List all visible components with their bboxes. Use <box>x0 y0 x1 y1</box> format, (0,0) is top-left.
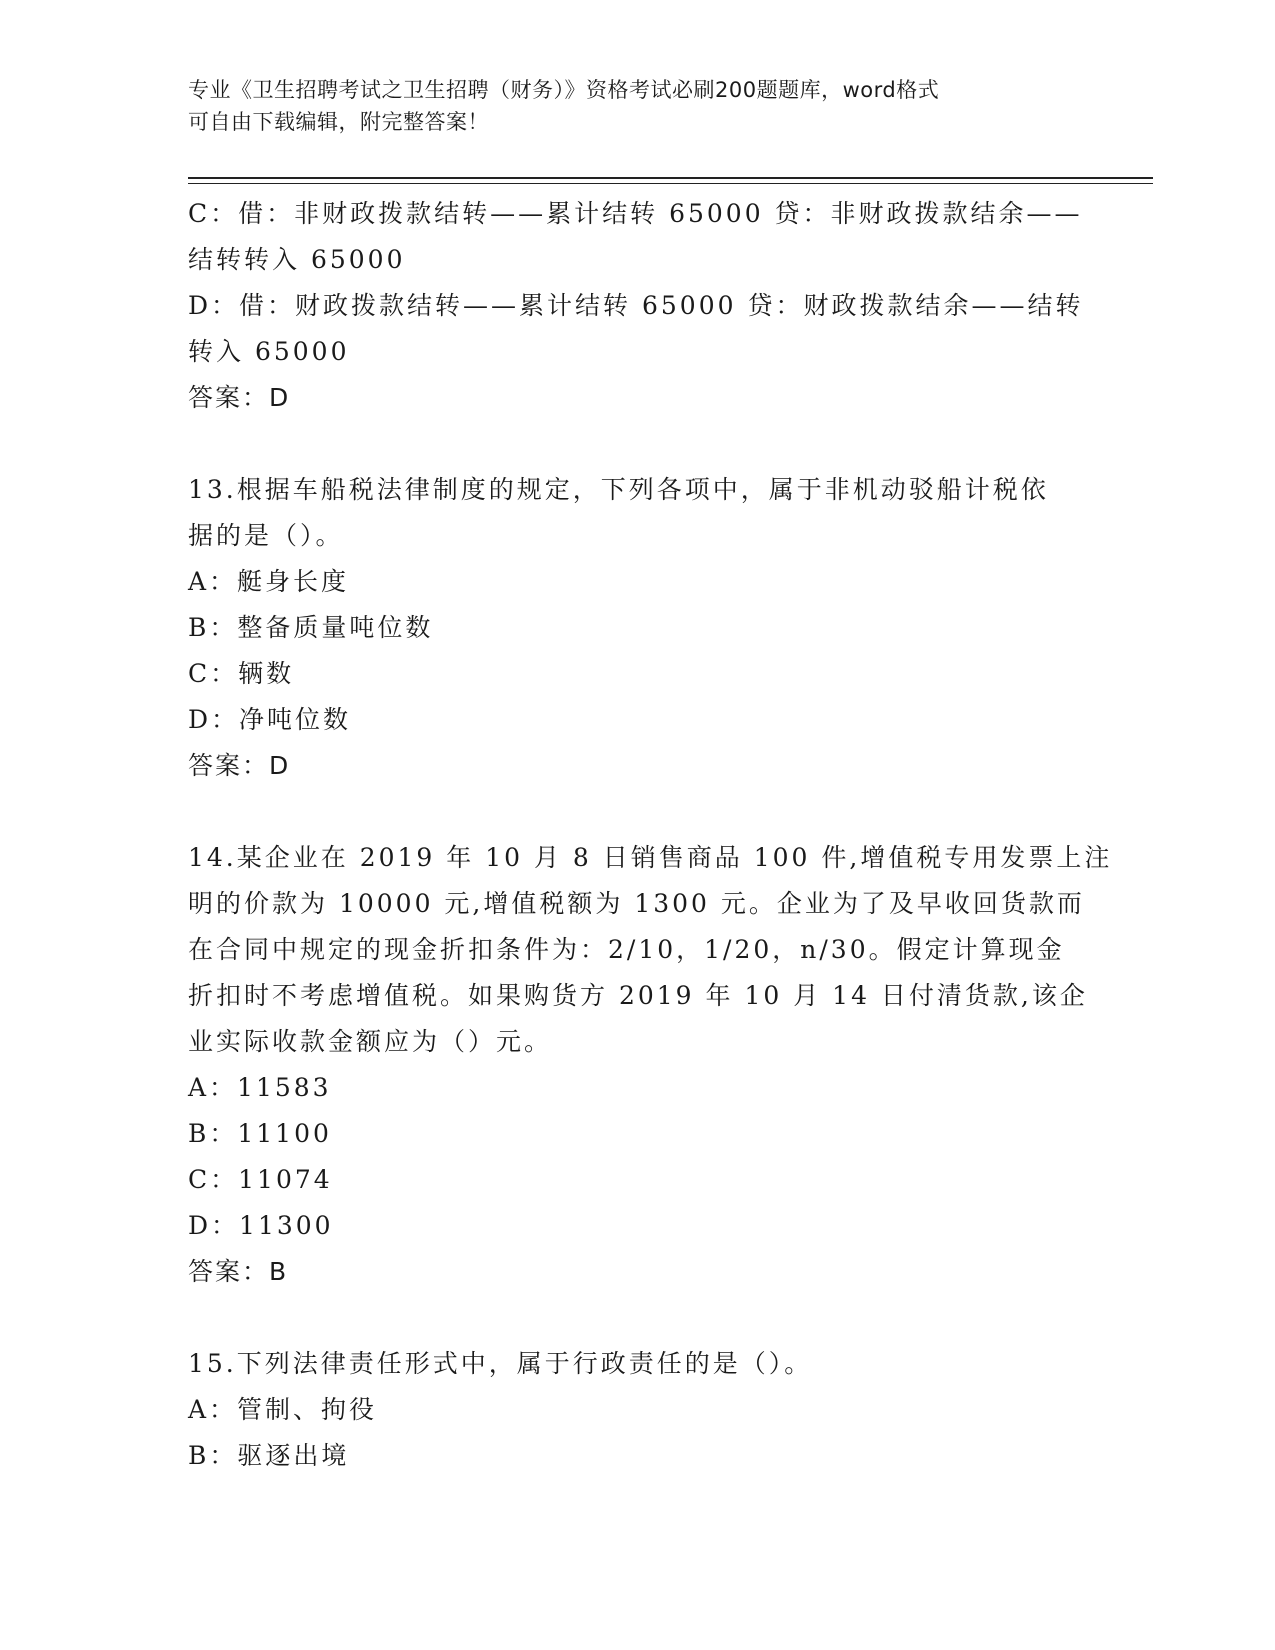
option-b: B：11100 <box>188 1119 332 1148</box>
option-d-line-2: 转入 65000 <box>188 337 350 366</box>
question-13 <box>188 467 1078 789</box>
question-stem-line-2: 明的价款为 10000 元,增值税额为 1300 元。企业为了及早收回货款而 <box>188 889 1085 918</box>
document-header <box>188 74 1068 138</box>
option-b: B：驱逐出境 <box>188 1441 350 1470</box>
option-a: A：11583 <box>188 1073 332 1102</box>
answer-line: 答案：D <box>188 751 291 780</box>
question-12-tail <box>188 191 1084 421</box>
header-title-line-2: 可自由下载编辑，附完整答案！ <box>188 110 489 134</box>
question-stem-line-1: 15.下列法律责任形式中，属于行政责任的是（）。 <box>188 1349 813 1378</box>
header-divider-thick <box>188 177 1153 179</box>
question-14 <box>188 835 1113 1295</box>
option-a: A：管制、拘役 <box>188 1395 378 1424</box>
option-c-line-1: C：借：非财政拨款结转——累计结转 65000 贷：非财政拨款结余—— <box>188 199 1083 228</box>
option-d: D：净吨位数 <box>188 705 352 734</box>
header-title-line-1: 专业《卫生招聘考试之卫生招聘（财务）》资格考试必刷200题题库，word格式 <box>188 78 940 102</box>
option-a: A：艇身长度 <box>188 567 350 596</box>
question-stem-line-1: 14.某企业在 2019 年 10 月 8 日销售商品 100 件,增值税专用发票上注 <box>188 843 1113 872</box>
option-d: D：11300 <box>188 1211 334 1240</box>
answer-line: 答案：B <box>188 1257 289 1286</box>
option-b: B：整备质量吨位数 <box>188 613 434 642</box>
question-stem-line-2: 据的是（）。 <box>188 521 344 550</box>
option-c: C：辆数 <box>188 659 295 688</box>
spacer <box>188 789 1078 835</box>
question-stem-line-1: 13.根据车船税法律制度的规定，下列各项中，属于非机动驳船计税依 <box>188 475 1049 504</box>
option-d-line-1: D：借：财政拨款结转——累计结转 65000 贷：财政拨款结余——结转 <box>188 291 1084 320</box>
header-divider-thin <box>188 183 1153 184</box>
spacer <box>188 1295 1078 1341</box>
question-stem-line-5: 业实际收款金额应为（）元。 <box>188 1027 553 1056</box>
question-15 <box>188 1341 1078 1479</box>
option-c-line-2: 结转转入 65000 <box>188 245 406 274</box>
option-c: C：11074 <box>188 1165 333 1194</box>
spacer <box>188 421 1078 467</box>
answer-line: 答案：D <box>188 383 291 412</box>
question-list <box>188 191 1113 1479</box>
question-stem-line-4: 折扣时不考虑增值税。如果购货方 2019 年 10 月 14 日付清货款,该企 <box>188 981 1088 1010</box>
question-stem-line-3: 在合同中规定的现金折扣条件为：2/10，1/20，n/30。假定计算现金 <box>188 935 1065 964</box>
